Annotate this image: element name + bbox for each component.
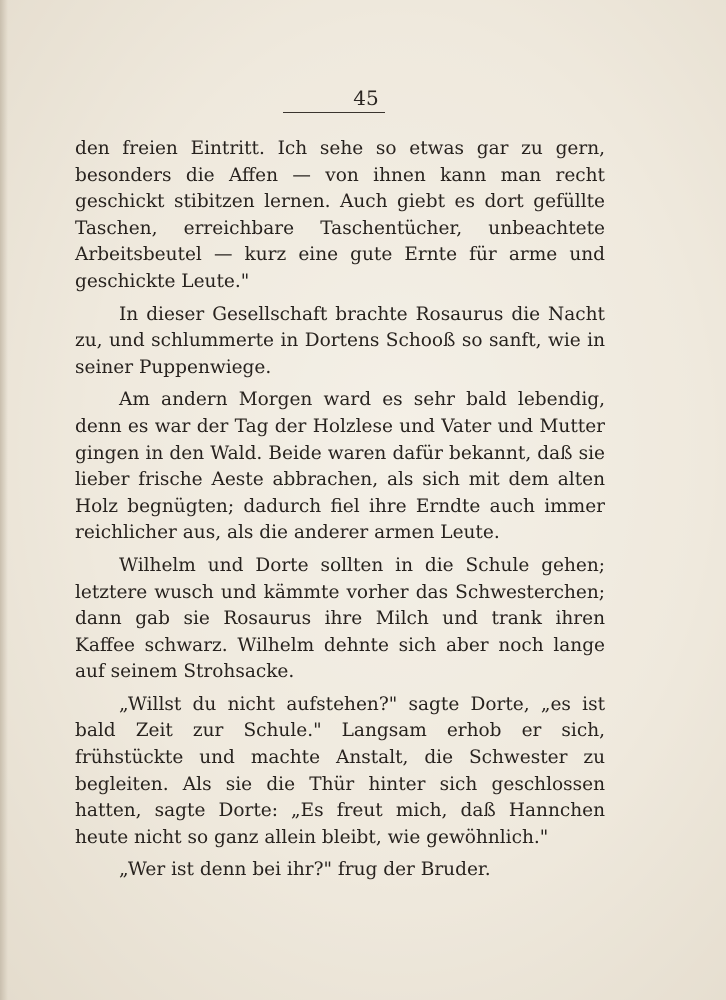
body-text: [75, 136, 605, 884]
paragraph: Am andern Morgen ward es sehr bald lebendig, denn es war der Tag der Holzlese und Vater und Mutter gingen in den Wald. Beide waren dafür bekannt, daß sie lieber frische Aeste abbrachen, als sich mit dem alten Holz begnügten; dadurch fiel ihre Erndte auch immer reichlicher aus, als die anderer armen Leute.: [75, 389, 605, 544]
page-binding-edge: [0, 0, 8, 1000]
paragraph: den freien Eintritt. Ich sehe so etwas gar zu gern, besonders die Affen — von ihnen kann man recht geschickt stibitzen lernen. Auch giebt es dort gefüllte Taschen, erreichbare Taschentücher, unbeachtete Arbeitsbeutel — kurz eine gute Ernte für arme und geschickte Leute.": [75, 138, 605, 292]
paragraph: Wilhelm und Dorte sollten in die Schule gehen; letztere wusch und kämmte vorher das Schwesterchen; dann gab sie Rosaurus ihre Milch und trank ihren Kaffee schwarz. Wilhelm dehnte sich aber noch lange auf seinem Strohsacke.: [75, 554, 605, 683]
page-number: 45: [353, 86, 379, 110]
paragraph: In dieser Gesellschaft brachte Rosaurus die Nacht zu, und schlummerte in Dortens Schooß so sanft, wie in seiner Puppenwiege.: [75, 303, 605, 378]
header-rule: [283, 112, 385, 113]
paragraph: „Wer ist denn bei ihr?" frug der Bruder.: [119, 859, 491, 881]
paragraph: „Willst du nicht aufstehen?" sagte Dorte, „es ist bald Zeit zur Schule." Langsam erhob er sich, frühstückte und machte Anstalt, die Schwester zu begleiten. Als sie die Thür hinter sich geschlossen hatten, sagte Dorte: „Es freut mich, daß Hannchen heute nicht so ganz allein bleibt, wie gewöhnlich.": [75, 693, 605, 848]
